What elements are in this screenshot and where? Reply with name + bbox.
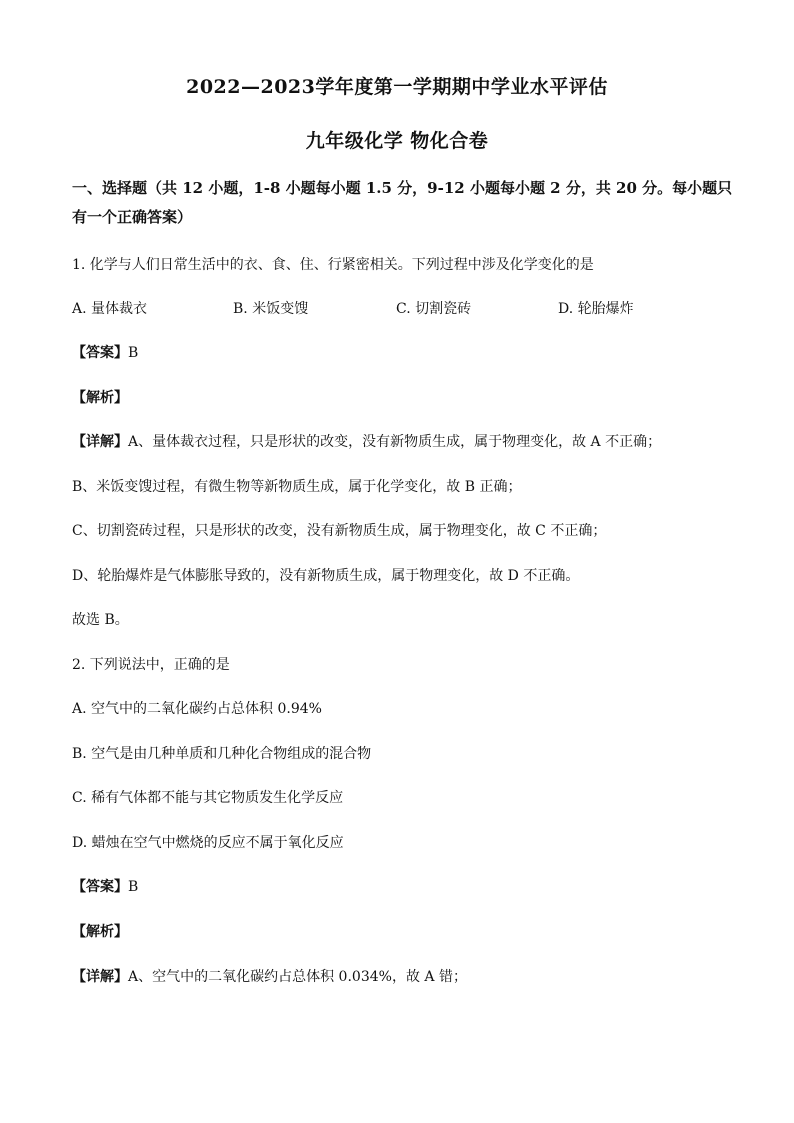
exam-title: 2022—2023学年度第一学期期中学业水平评估	[186, 76, 608, 98]
q2-detail-line-1	[72, 966, 724, 986]
q1-detail-line-4: D、轮胎爆炸是气体膨胀导致的，没有新物质生成，属于物理变化，故 D 不正确。	[72, 568, 580, 584]
q2-analysis-tag: 【解析】	[72, 924, 128, 940]
exam-subtitle: 九年级化学 物化合卷	[305, 130, 489, 152]
q1-detail-line-3: C、切割瓷砖过程，只是形状的改变，没有新物质生成，属于物理变化，故 C 不正确；	[72, 523, 607, 539]
section-heading-line2: 有一个正确答案）	[72, 208, 193, 226]
q1-conclusion: 故选 B。	[72, 612, 129, 628]
q1-option-a: A. 量体裁衣	[72, 301, 148, 317]
q1-answer-tag: 【答案】	[72, 345, 128, 361]
q1-answer-value: B	[128, 345, 139, 361]
q1-option-b: B. 米饭变馊	[233, 301, 309, 317]
q2-option-a: A. 空气中的二氧化碳约占总体积 0.94%	[72, 701, 322, 717]
q1-option-d: D. 轮胎爆炸	[558, 301, 634, 317]
q2-detail-text-1: A、空气中的二氧化碳约占总体积 0.034%，故 A 错；	[128, 969, 467, 985]
q1-answer	[72, 342, 724, 362]
q2-option-d: D. 蜡烛在空气中燃烧的反应不属于氧化反应	[72, 835, 344, 851]
q1-analysis-tag: 【解析】	[72, 390, 128, 406]
q1-option-c: C. 切割瓷砖	[396, 301, 472, 317]
q1-detail-tag: 【详解】	[72, 434, 128, 450]
q2-answer	[72, 876, 724, 896]
q1-detail-line-1	[72, 431, 724, 451]
q1-detail-text-1: A、量体裁衣过程，只是形状的改变，没有新物质生成，属于物理变化，故 A 不正确；	[128, 434, 662, 450]
q2-answer-tag: 【答案】	[72, 879, 128, 895]
q2-stem: 2. 下列说法中，正确的是	[72, 657, 230, 673]
q2-option-c: C. 稀有气体都不能与其它物质发生化学反应	[72, 790, 344, 806]
q2-option-b: B. 空气是由几种单质和几种化合物组成的混合物	[72, 746, 372, 762]
q2-answer-value: B	[128, 879, 139, 895]
section-heading-line1: 一、选择题（共 12 小题，1-8 小题每小题 1.5 分，9-12 小题每小题 2 分，共 20 分。每小题只	[72, 179, 733, 197]
q1-detail-line-2: B、米饭变馊过程，有微生物等新物质生成，属于化学变化，故 B 正确；	[72, 479, 522, 495]
q2-detail-tag: 【详解】	[72, 969, 128, 985]
q1-stem: 1. 化学与人们日常生活中的衣、食、住、行紧密相关。下列过程中涉及化学变化的是	[72, 257, 594, 273]
